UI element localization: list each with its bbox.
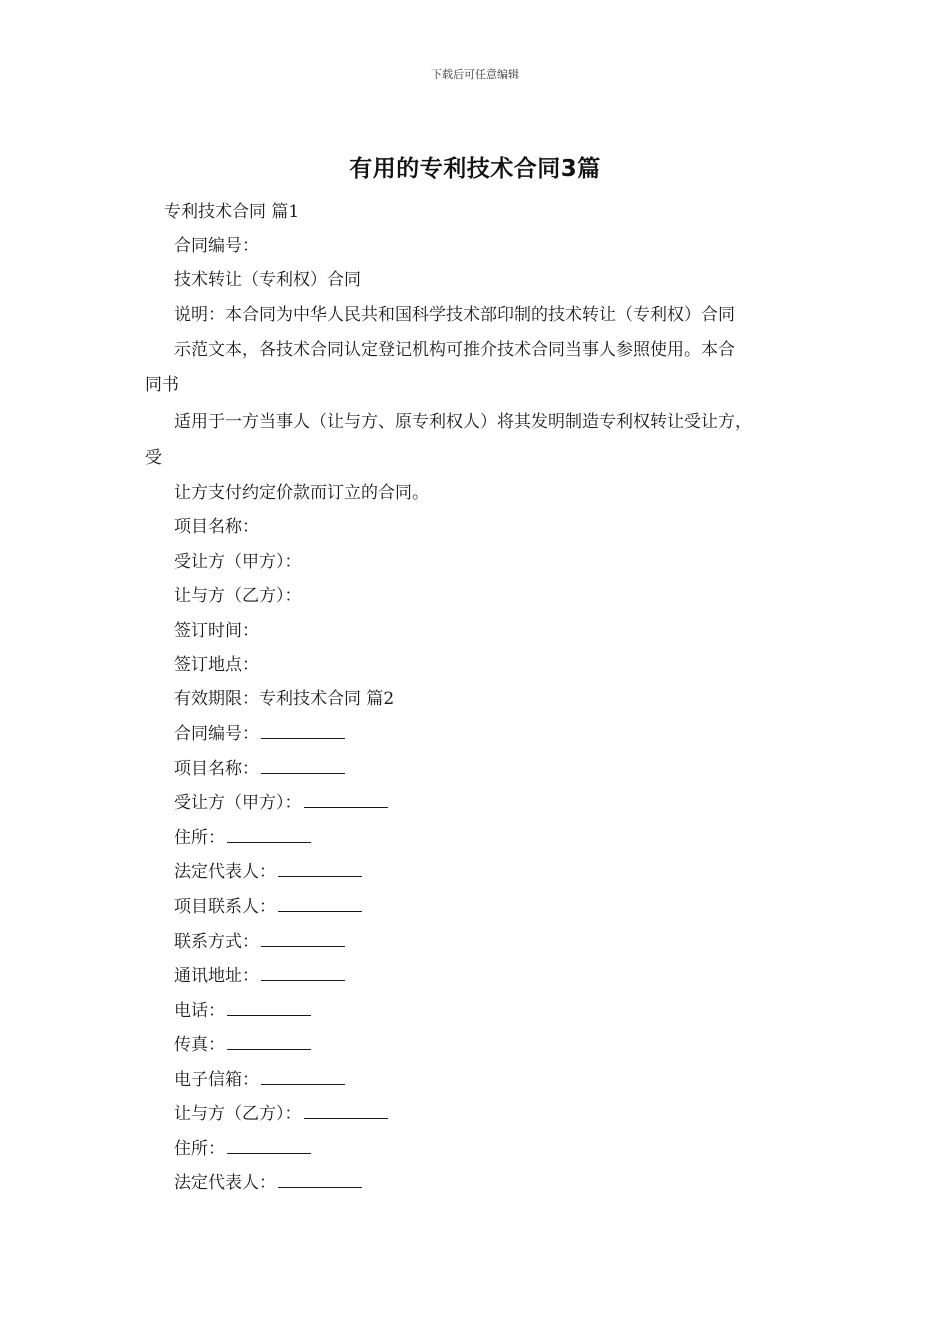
project-name-label: 项目名称：: [174, 517, 259, 537]
signing-date-label: 签订时间：: [174, 621, 259, 641]
blank-line: [227, 1033, 311, 1050]
phone-field: 电话：: [174, 999, 311, 1023]
contract-type: 技术转让（专利权）合同: [174, 270, 361, 290]
blank-line: [227, 826, 311, 843]
contract-number-label: 合同编号：: [174, 236, 259, 256]
description-line-4: 适用于一方当事人（让与方、原专利权人）将其发明制造专利权转让受让方，: [174, 412, 752, 432]
contract-number-field: 合同编号：: [174, 722, 345, 746]
mailing-address-field: 通讯地址：: [174, 964, 345, 988]
blank-line: [261, 964, 345, 981]
transferee-label: 受让方（甲方）：: [174, 552, 302, 572]
transferor-address-field: 住所：: [174, 1137, 311, 1161]
email-field: 电子信箱：: [174, 1068, 345, 1092]
document-title: 有用的专利技术合同3篇: [349, 156, 601, 182]
transferee-field: 受让方（甲方）：: [174, 791, 388, 815]
blank-line: [278, 1171, 362, 1188]
description-line-5: 受: [145, 448, 162, 468]
blank-line: [261, 722, 345, 739]
blank-line: [227, 1137, 311, 1154]
blank-line: [227, 999, 311, 1016]
transferor-field: 让与方（乙方）：: [174, 1102, 388, 1126]
transferor-label: 让与方（乙方）：: [174, 586, 302, 606]
blank-line: [278, 895, 362, 912]
transferor-legal-rep-field: 法定代表人：: [174, 1171, 362, 1195]
contact-method-field: 联系方式：: [174, 930, 345, 954]
blank-line: [278, 860, 362, 877]
header-note: 下载后可任意编辑: [431, 68, 519, 81]
address-field: 住所：: [174, 826, 311, 850]
description-line-3: 同书: [145, 375, 179, 395]
fax-field: 传真：: [174, 1033, 311, 1057]
description-line-6: 让方支付约定价款而订立的合同。: [174, 483, 429, 503]
blank-line: [261, 1068, 345, 1085]
blank-line: [304, 1102, 388, 1119]
validity-and-section-2: 有效期限：专利技术合同 篇2: [174, 689, 395, 709]
description-line-1: 说明：本合同为中华人民共和国科学技术部印制的技术转让（专利权）合同: [174, 305, 735, 325]
section-heading-1: 专利技术合同 篇1: [164, 202, 300, 222]
blank-line: [304, 791, 388, 808]
signing-place-label: 签订地点：: [174, 655, 259, 675]
blank-line: [261, 930, 345, 947]
project-name-field: 项目名称：: [174, 757, 345, 781]
blank-line: [261, 757, 345, 774]
legal-rep-field: 法定代表人：: [174, 860, 362, 884]
description-line-2: 示范文本，各技术合同认定登记机构可推介技术合同当事人参照使用。本合: [174, 340, 735, 360]
project-contact-field: 项目联系人：: [174, 895, 362, 919]
